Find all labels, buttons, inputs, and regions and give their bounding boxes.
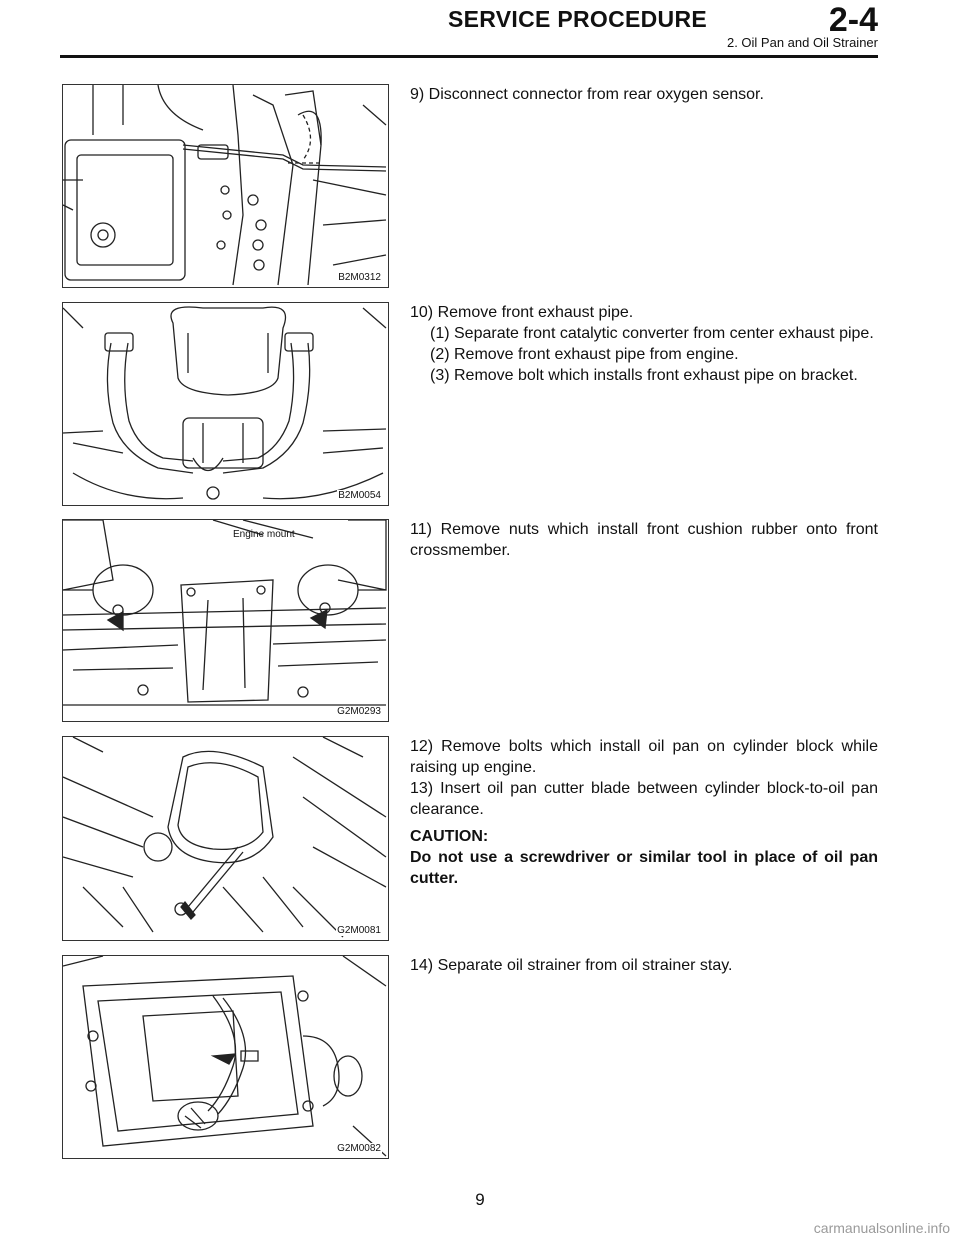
watermark: carmanualsonline.info: [813, 1220, 950, 1236]
header-rule: [60, 55, 878, 58]
figure-code: G2M0082: [337, 1143, 381, 1154]
step-text: [410, 519, 878, 561]
engine-mount-label: Engine mount: [233, 529, 295, 540]
chapter-number: 2-4: [828, 1, 878, 39]
step-block-9: [62, 84, 878, 288]
step-text: [410, 736, 878, 889]
page-header: [60, 0, 878, 60]
figure-oxygen-sensor-connector: [62, 84, 389, 288]
step-text: [410, 84, 878, 105]
page-number: 9: [475, 1190, 485, 1209]
figure-oil-strainer: [62, 955, 389, 1159]
figure-code: B2M0312: [338, 272, 381, 283]
step-line: 13) Insert oil pan cutter blade between cylinder block-to-oil pan clearance.: [410, 780, 878, 818]
step-block-14: [62, 955, 878, 1159]
figure-engine-mount: [62, 519, 389, 722]
figure-code: G2M0293: [337, 706, 381, 717]
engine-mount-illustration: [63, 520, 388, 721]
sub-step-line: (1) Separate front catalytic converter from center exhaust pipe.: [430, 325, 874, 342]
figure-oil-pan-cutter: [62, 736, 389, 941]
figure-code: G2M0081: [337, 925, 381, 936]
section-title: SERVICE PROCEDURE: [448, 6, 708, 32]
step-line: 14) Separate oil strainer from oil strainer stay.: [410, 957, 733, 974]
exhaust-pipe-illustration: [63, 303, 388, 505]
step-line: 11) Remove nuts which install front cushion rubber onto front crossmember.: [410, 521, 878, 559]
caution-heading: CAUTION:: [410, 828, 489, 845]
step-block-11: [62, 519, 878, 722]
sub-step-line: (3) Remove bolt which installs front exhaust pipe on bracket.: [430, 367, 858, 384]
step-line: 9) Disconnect connector from rear oxygen sensor.: [410, 86, 764, 103]
step-text: [410, 302, 878, 386]
figure-front-exhaust-pipe: [62, 302, 389, 506]
caution-text: Do not use a screwdriver or similar tool in place of oil pan cutter.: [410, 849, 878, 887]
step-block-12-13: [62, 736, 878, 941]
step-line: 12) Remove bolts which install oil pan on cylinder block while raising up engine.: [410, 738, 878, 776]
step-block-10: [62, 302, 878, 506]
oil-strainer-illustration: [63, 956, 388, 1158]
oxygen-sensor-illustration: [63, 85, 388, 287]
step-text: [410, 955, 878, 976]
oil-pan-cutter-illustration: [63, 737, 388, 940]
step-line: 10) Remove front exhaust pipe.: [410, 304, 634, 321]
section-subtitle: 2. Oil Pan and Oil Strainer: [726, 35, 878, 50]
sub-step-line: (2) Remove front exhaust pipe from engine.: [430, 346, 739, 363]
figure-code: B2M0054: [338, 490, 381, 501]
